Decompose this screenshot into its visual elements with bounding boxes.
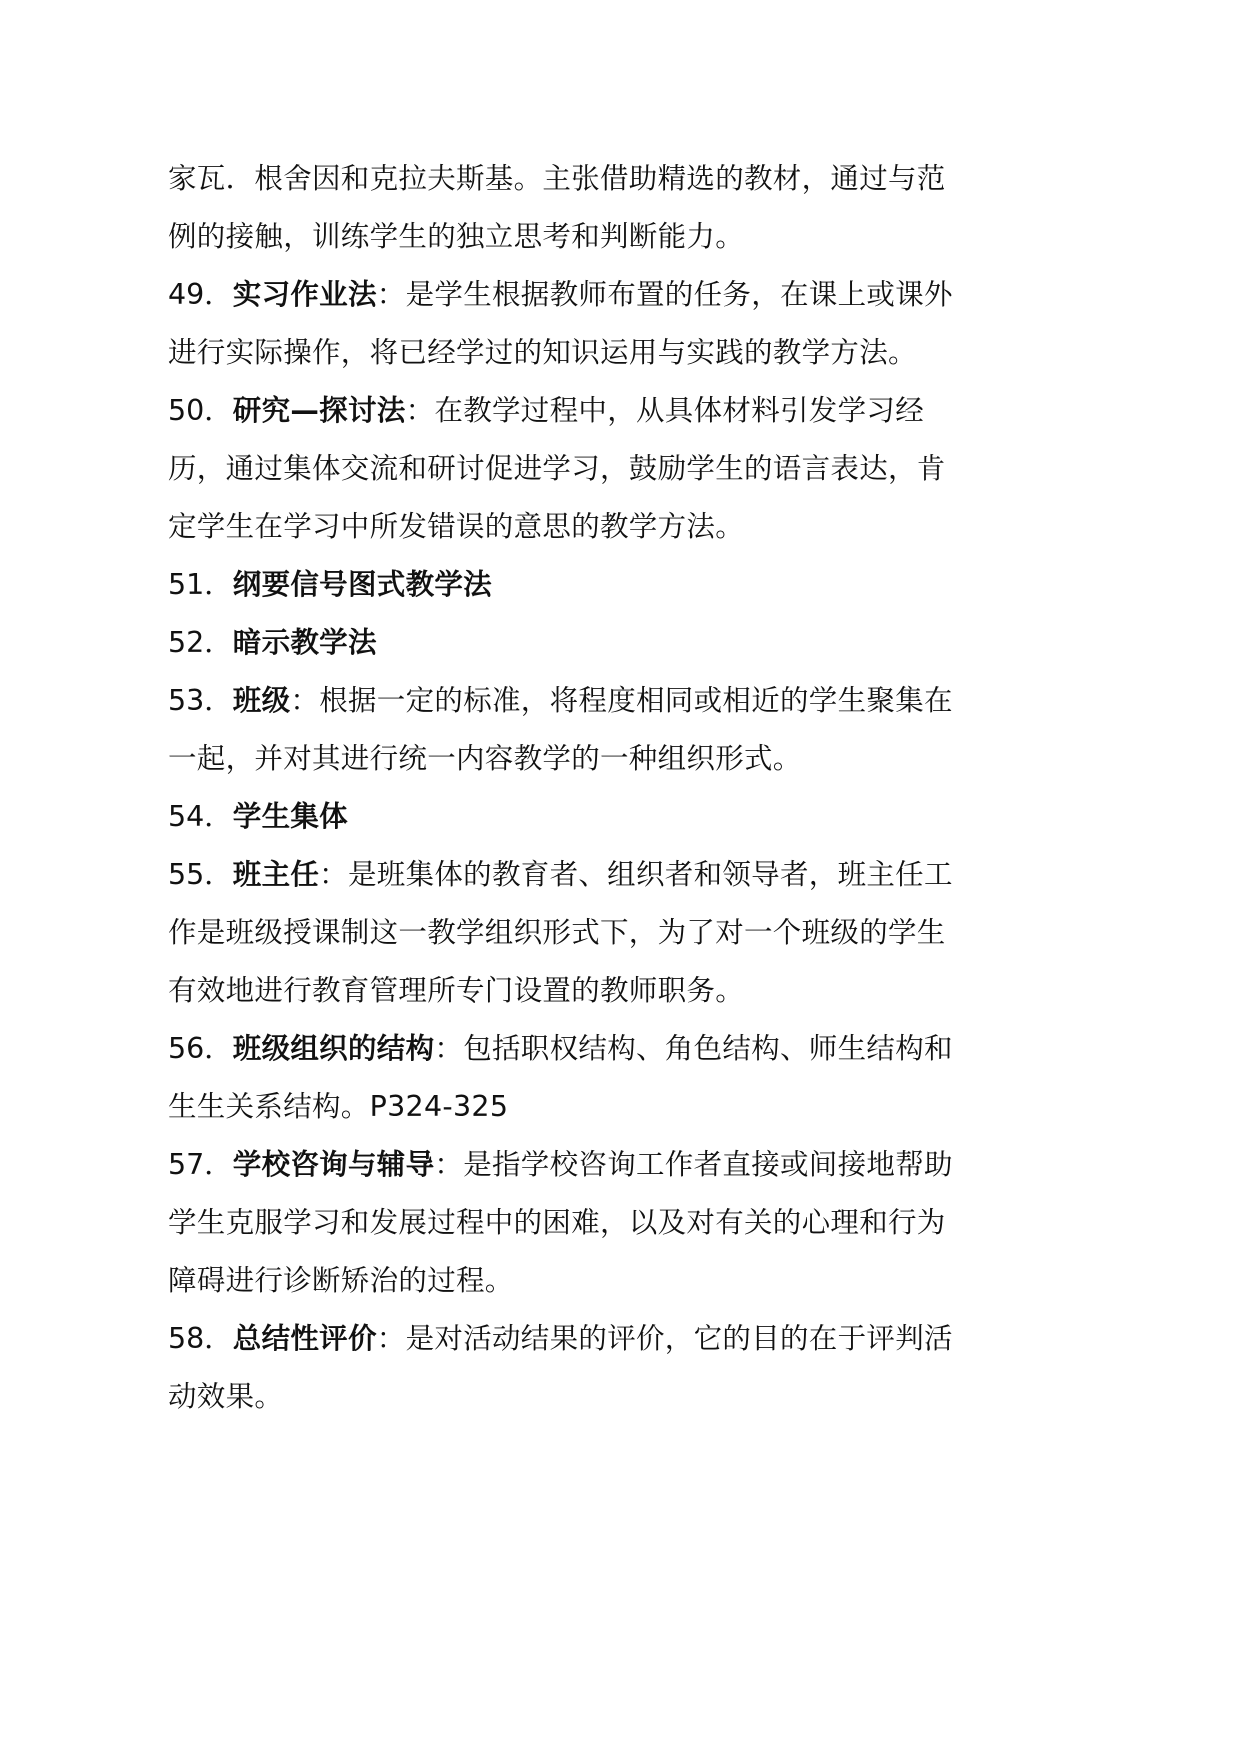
item-number: 49． <box>168 278 233 311</box>
item-number: 50． <box>168 394 233 427</box>
definition-item-58 <box>168 1310 958 1426</box>
item-term: 总结性评价 <box>232 1322 377 1355</box>
item-colon: ： <box>376 1322 406 1355</box>
item-term: 班级 <box>232 684 291 717</box>
item-colon: ： <box>434 1148 464 1181</box>
item-term: 学生集体 <box>232 800 348 833</box>
item-number: 56． <box>168 1032 233 1065</box>
item-term: 实习作业法 <box>232 278 377 311</box>
document-page <box>168 150 958 1426</box>
item-term: 纲要信号图式教学法 <box>232 568 492 601</box>
item-text: 是班集体的教育者、组织者和领导者，班主任工作是班级授课制这一教学组织形式下，为了对一个班级的学生有效地进行教育管理所专门设置的教师职务。 <box>168 858 953 1007</box>
item-colon: ： <box>376 278 406 311</box>
item-term: 班主任 <box>232 858 320 891</box>
item-text: 家瓦．根舍因和克拉夫斯基。主张借助精选的教材，通过与范例的接触，训练学生的独立思考和判断能力。 <box>168 162 946 253</box>
item-number: 53． <box>168 684 233 717</box>
item-number: 54． <box>168 800 233 833</box>
definition-item-52 <box>168 614 958 672</box>
definition-item-55 <box>168 846 958 1020</box>
item-text: 根据一定的标准，将程度相同或相近的学生聚集在一起，并对其进行统一内容教学的一种组织形式。 <box>168 684 953 775</box>
item-number: 52． <box>168 626 233 659</box>
definition-item-53 <box>168 672 958 788</box>
item-colon: ： <box>434 1032 464 1065</box>
item-text: 是学生根据教师布置的任务，在课上或课外进行实际操作，将已经学过的知识运用与实践的教学方法。 <box>168 278 953 369</box>
item-term: 研究—探讨法 <box>232 394 406 427</box>
item-term: 暗示教学法 <box>232 626 377 659</box>
definition-item-56 <box>168 1020 958 1136</box>
item-colon: ： <box>319 858 348 891</box>
item-number: 57． <box>168 1148 233 1181</box>
item-number: 58． <box>168 1322 233 1355</box>
item-number: 51． <box>168 568 233 601</box>
item-number: 55． <box>168 858 233 891</box>
definition-item-54 <box>168 788 958 846</box>
item-text: 包括职权结构、角色结构、师生结构和生生关系结构。P324-325 <box>168 1032 953 1123</box>
item-colon: ： <box>405 394 435 427</box>
definition-item-50 <box>168 382 958 556</box>
item-colon: ： <box>290 684 320 717</box>
item-term: 学校咨询与辅导 <box>232 1148 435 1181</box>
item-text: 在教学过程中，从具体材料引发学习经历，通过集体交流和研讨促进学习，鼓励学生的语言表达，肯定学生在学习中所发错误的意思的教学方法。 <box>168 394 946 543</box>
definition-item-57 <box>168 1136 958 1310</box>
item-term: 班级组织的结构 <box>232 1032 435 1065</box>
definition-item-49 <box>168 266 958 382</box>
paragraph-continuation <box>168 150 958 266</box>
item-text: 是指学校咨询工作者直接或间接地帮助学生克服学习和发展过程中的困难，以及对有关的心理和行为障碍进行诊断矫治的过程。 <box>168 1148 953 1297</box>
definition-item-51 <box>168 556 958 614</box>
item-text: 是对活动结果的评价，它的目的在于评判活动效果。 <box>168 1322 953 1413</box>
